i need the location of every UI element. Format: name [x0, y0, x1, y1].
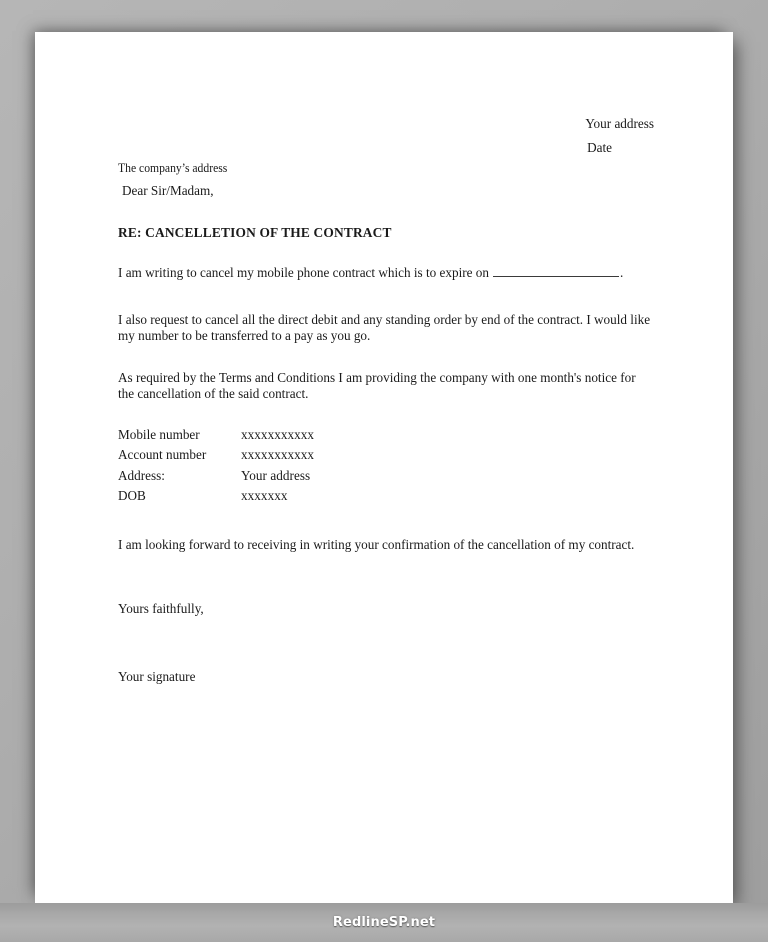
detail-label-account-number: Account number	[118, 447, 207, 463]
recipient-company-address: The company’s address	[118, 161, 228, 175]
document-page	[35, 32, 733, 903]
closing-salutation: Yours faithfully,	[118, 601, 204, 616]
table-row	[118, 448, 314, 468]
paragraph-1-text-before-blank: I am writing to cancel my mobile phone contract which is to expire on	[118, 265, 489, 280]
sender-address-block	[35, 115, 654, 156]
body-paragraph-2: I also request to cancel all the direct debit and any standing order by end of the contract. I would like my number to be transferred to a pay as you go.	[118, 312, 651, 343]
expiry-date-blank-field[interactable]	[493, 265, 619, 277]
body-paragraph-4: I am looking forward to receiving in writing your confirmation of the cancellation of my contract.	[118, 537, 635, 552]
salutation: Dear Sir/Madam,	[122, 183, 214, 198]
detail-label-address: Address:	[118, 467, 165, 483]
table-row	[118, 428, 314, 448]
detail-value-address: Your address	[241, 467, 311, 483]
detail-value-dob: xxxxxxx	[241, 487, 288, 503]
account-details-table	[118, 428, 314, 509]
subject-line: RE: CANCELLETION OF THE CONTRACT	[118, 225, 392, 240]
date-placeholder: Date	[587, 140, 612, 156]
detail-value-mobile-number: xxxxxxxxxxx	[241, 427, 315, 442]
body-paragraph-3: As required by the Terms and Conditions I am providing the company with one month's notice for the cancellation of the said contract.	[118, 370, 636, 401]
body-paragraph-1	[118, 265, 654, 281]
paragraph-1-text-after-blank: .	[619, 265, 624, 280]
footer-watermark-bar	[0, 903, 768, 942]
sender-address-placeholder: Your address	[585, 116, 654, 131]
site-watermark-text: RedlineSP.net	[332, 915, 436, 930]
detail-label-mobile-number: Mobile number	[118, 427, 200, 442]
table-row	[118, 469, 314, 489]
detail-value-account-number: xxxxxxxxxxx	[241, 447, 315, 463]
letter-body	[35, 32, 733, 903]
table-row	[118, 489, 314, 509]
signature-placeholder: Your signature	[118, 669, 196, 684]
detail-label-dob: DOB	[118, 487, 146, 503]
